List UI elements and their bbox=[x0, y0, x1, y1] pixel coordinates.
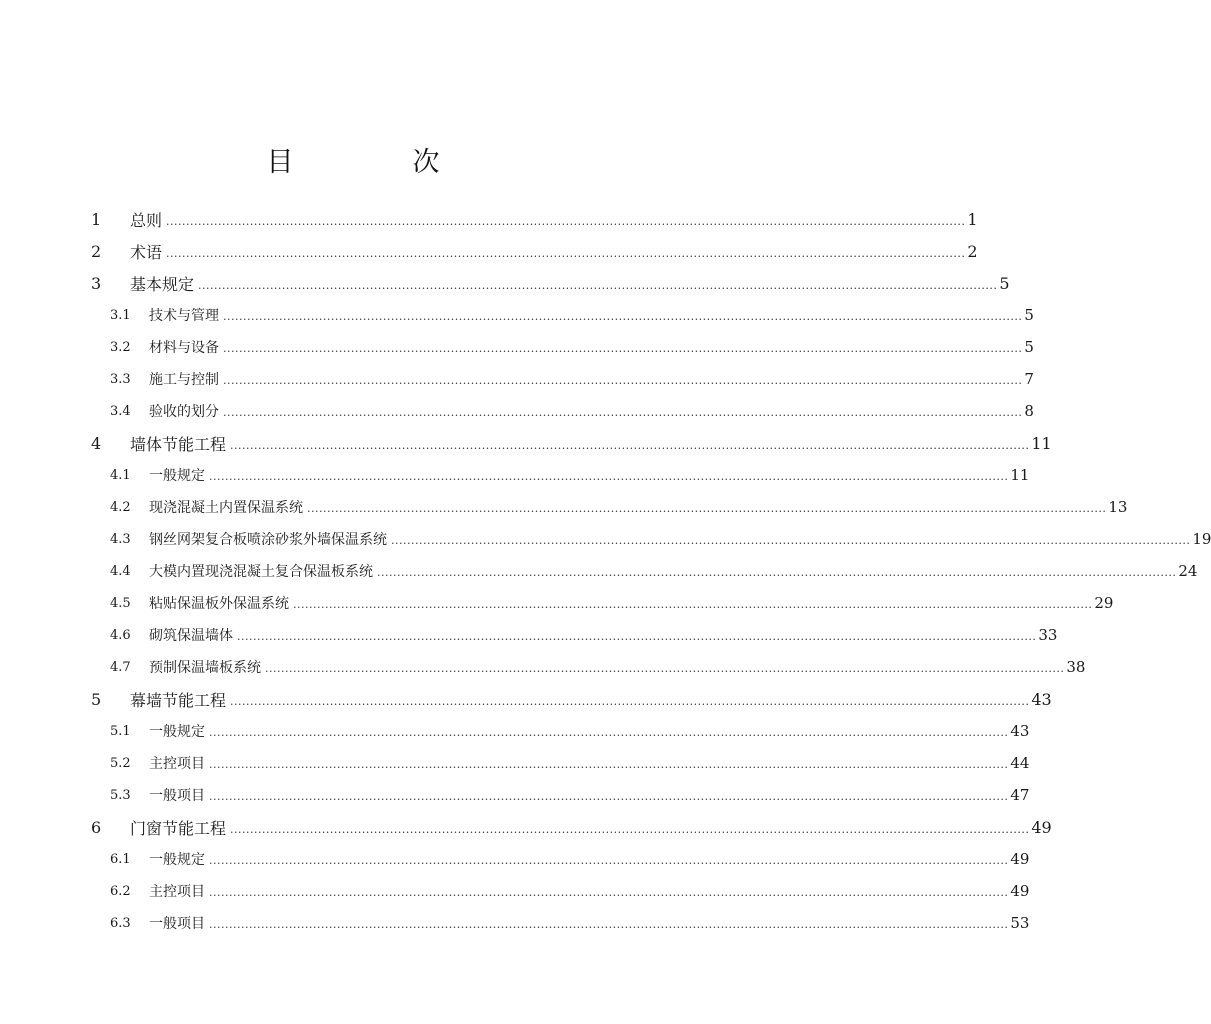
dot-leader: ........................................................................................................................................................................................................ bbox=[209, 918, 1009, 931]
toc-entry-page-number: 44 bbox=[1010, 754, 1030, 772]
dot-leader: ........................................................................................................................................................................................................ bbox=[209, 470, 1009, 483]
toc-entry-leader bbox=[209, 882, 1030, 900]
toc-entry[interactable] bbox=[0, 299, 1034, 331]
toc-entry[interactable] bbox=[0, 715, 1030, 747]
dot-leader: ........................................................................................................................................................................................................ bbox=[223, 342, 1023, 355]
dot-leader: ........................................................................................................................................................................................................ bbox=[209, 758, 1009, 771]
toc-entry-leader bbox=[198, 273, 1010, 293]
toc-entry-number: 5.2 bbox=[110, 755, 131, 771]
toc-entry-page-number: 49 bbox=[1031, 817, 1052, 837]
dot-leader: ........................................................................................................................................................................................................ bbox=[166, 246, 966, 260]
toc-entry-leader bbox=[230, 817, 1052, 837]
toc-entry[interactable] bbox=[0, 875, 1030, 907]
toc-entry-page-number: 43 bbox=[1031, 689, 1052, 709]
toc-entry[interactable] bbox=[0, 747, 1030, 779]
toc-entry[interactable] bbox=[0, 363, 1034, 395]
toc-entry-title: 钢丝网架复合板喷涂砂浆外墙保温系统 bbox=[149, 532, 387, 548]
toc-entry-number: 5.1 bbox=[110, 723, 131, 739]
toc-entry-leader bbox=[307, 498, 1128, 516]
toc-entry-number: 4.5 bbox=[110, 595, 131, 611]
toc-entry-title: 预制保温墙板系统 bbox=[149, 660, 261, 676]
toc-entry[interactable] bbox=[0, 587, 1114, 619]
toc-entry-number: 2 bbox=[91, 241, 102, 261]
dot-leader: ........................................................................................................................................................................................................ bbox=[223, 374, 1023, 387]
toc-entry-number: 3.4 bbox=[110, 403, 131, 419]
toc-entry-title: 一般规定 bbox=[149, 724, 205, 740]
toc-entry-leader bbox=[209, 850, 1030, 868]
toc-entry[interactable] bbox=[0, 811, 1052, 843]
toc-entry-page-number: 8 bbox=[1024, 402, 1034, 420]
toc-entry-number: 5 bbox=[91, 689, 102, 709]
dot-leader: ........................................................................................................................................................................................................ bbox=[230, 694, 1030, 708]
toc-entry-page-number: 47 bbox=[1010, 786, 1030, 804]
dot-leader: ........................................................................................................................................................................................................ bbox=[377, 566, 1177, 579]
toc-entry-number: 3.1 bbox=[110, 307, 131, 323]
dot-leader: ........................................................................................................................................................................................................ bbox=[209, 854, 1009, 867]
dot-leader: ........................................................................................................................................................................................................ bbox=[230, 438, 1030, 452]
toc-entry[interactable] bbox=[0, 491, 1128, 523]
toc-entry-title: 施工与控制 bbox=[149, 372, 219, 388]
dot-leader: ........................................................................................................................................................................................................ bbox=[265, 662, 1065, 675]
toc-entry-page-number: 29 bbox=[1094, 594, 1114, 612]
toc-entry-title: 技术与管理 bbox=[149, 308, 219, 324]
toc-entry[interactable] bbox=[0, 779, 1030, 811]
toc-entry-leader bbox=[166, 241, 978, 261]
toc-entry-leader bbox=[223, 306, 1034, 324]
toc-entry-page-number: 53 bbox=[1010, 914, 1030, 932]
dot-leader: ........................................................................................................................................................................................................ bbox=[237, 630, 1037, 643]
toc-entry[interactable] bbox=[0, 651, 1086, 683]
toc-entry-leader bbox=[166, 209, 978, 229]
toc-entry-page-number: 43 bbox=[1010, 722, 1030, 740]
toc-entry[interactable] bbox=[0, 683, 1052, 715]
toc-entry-number: 5.3 bbox=[110, 787, 131, 803]
toc-entry[interactable] bbox=[0, 395, 1034, 427]
toc-entry-title: 现浇混凝土内置保温系统 bbox=[149, 500, 303, 516]
toc-entry-number: 3 bbox=[91, 273, 102, 293]
toc-entry-page-number: 38 bbox=[1066, 658, 1086, 676]
dot-leader: ........................................................................................................................................................................................................ bbox=[293, 598, 1093, 611]
dot-leader: ........................................................................................................................................................................................................ bbox=[209, 726, 1009, 739]
toc-entry-leader bbox=[223, 338, 1034, 356]
toc-entry-leader bbox=[209, 466, 1030, 484]
toc-entry-number: 3.2 bbox=[110, 339, 131, 355]
toc-entry-title: 墙体节能工程 bbox=[130, 434, 227, 454]
toc-entry[interactable] bbox=[0, 267, 1010, 299]
toc-entry-page-number: 2 bbox=[967, 241, 978, 261]
toc-entry[interactable] bbox=[0, 555, 1198, 587]
toc-entry[interactable] bbox=[0, 523, 1211, 555]
toc-entry-number: 4.4 bbox=[110, 563, 131, 579]
toc-entry-number: 6.1 bbox=[110, 851, 131, 867]
toc-entry-page-number: 1 bbox=[967, 209, 978, 229]
toc-entry-number: 4.1 bbox=[110, 467, 131, 483]
toc-entry-title: 材料与设备 bbox=[149, 340, 219, 356]
toc-entry-page-number: 33 bbox=[1038, 626, 1058, 644]
toc-entry-number: 3.3 bbox=[110, 371, 131, 387]
dot-leader: ........................................................................................................................................................................................................ bbox=[223, 406, 1023, 419]
toc-entry-page-number: 19 bbox=[1192, 530, 1211, 548]
toc-entry-leader bbox=[209, 914, 1030, 932]
toc-entry-leader bbox=[391, 530, 1211, 548]
toc-entry-page-number: 24 bbox=[1178, 562, 1198, 580]
toc-entry-number: 4.2 bbox=[110, 499, 131, 515]
toc-entry-title: 总则 bbox=[130, 210, 163, 230]
toc-entry-title: 粘贴保温板外保温系统 bbox=[149, 596, 289, 612]
toc-entry-page-number: 49 bbox=[1010, 850, 1030, 868]
dot-leader: ........................................................................................................................................................................................................ bbox=[209, 886, 1009, 899]
toc-entry-leader bbox=[209, 754, 1030, 772]
toc-entry-number: 4 bbox=[91, 433, 102, 453]
toc-entry[interactable] bbox=[0, 907, 1030, 939]
dot-leader: ........................................................................................................................................................................................................ bbox=[307, 502, 1107, 515]
toc-entry-page-number: 5 bbox=[999, 273, 1010, 293]
toc-entry[interactable] bbox=[0, 459, 1030, 491]
toc-entry-leader bbox=[223, 370, 1034, 388]
toc-entry-page-number: 13 bbox=[1108, 498, 1128, 516]
dot-leader: ........................................................................................................................................................................................................ bbox=[209, 790, 1009, 803]
toc-entry[interactable] bbox=[0, 843, 1030, 875]
toc-entry-leader bbox=[293, 594, 1114, 612]
toc-entry-page-number: 11 bbox=[1010, 466, 1030, 484]
toc-entry-number: 4.6 bbox=[110, 627, 131, 643]
toc-entry-page-number: 49 bbox=[1010, 882, 1030, 900]
toc-entry-title: 术语 bbox=[130, 242, 163, 262]
toc-entry-leader bbox=[265, 658, 1086, 676]
toc-entry-title: 砌筑保温墙体 bbox=[149, 628, 233, 644]
toc-entry-number: 6.2 bbox=[110, 883, 131, 899]
dot-leader: ........................................................................................................................................................................................................ bbox=[230, 822, 1030, 836]
toc-entry-number: 4.7 bbox=[110, 659, 131, 675]
toc-entry-title: 一般规定 bbox=[149, 852, 205, 868]
dot-leader: ........................................................................................................................................................................................................ bbox=[166, 214, 966, 228]
toc-entry[interactable] bbox=[0, 619, 1058, 651]
dot-leader: ........................................................................................................................................................................................................ bbox=[391, 534, 1191, 547]
toc-entry-title: 一般项目 bbox=[149, 916, 205, 932]
toc-entry-title: 基本规定 bbox=[130, 274, 195, 294]
toc-entry-title: 幕墙节能工程 bbox=[130, 690, 227, 710]
toc-entry-number: 6.3 bbox=[110, 915, 131, 931]
toc-entry-number: 1 bbox=[91, 209, 102, 229]
dot-leader: ........................................................................................................................................................................................................ bbox=[198, 278, 998, 292]
toc-entry[interactable] bbox=[0, 235, 978, 267]
toc-entry-page-number: 5 bbox=[1024, 306, 1034, 324]
toc-entry-title: 门窗节能工程 bbox=[130, 818, 227, 838]
toc-entry-title: 主控项目 bbox=[149, 756, 205, 772]
toc-entry-page-number: 7 bbox=[1024, 370, 1034, 388]
toc-entry[interactable] bbox=[0, 203, 978, 235]
toc-entry-title: 大模内置现浇混凝土复合保温板系统 bbox=[149, 564, 373, 580]
toc-entry-number: 4.3 bbox=[110, 531, 131, 547]
toc-entry-title: 主控项目 bbox=[149, 884, 205, 900]
toc-entry[interactable] bbox=[0, 427, 1052, 459]
toc-entry-leader bbox=[237, 626, 1058, 644]
toc-entry-title: 一般项目 bbox=[149, 788, 205, 804]
dot-leader: ........................................................................................................................................................................................................ bbox=[223, 310, 1023, 323]
toc-entry-title: 一般规定 bbox=[149, 468, 205, 484]
toc-entry-leader bbox=[209, 786, 1030, 804]
toc-entry-page-number: 11 bbox=[1031, 433, 1052, 453]
toc-entry-leader bbox=[209, 722, 1030, 740]
toc-entry[interactable] bbox=[0, 331, 1034, 363]
toc-entry-page-number: 5 bbox=[1024, 338, 1034, 356]
toc-entry-leader bbox=[377, 562, 1198, 580]
toc-entry-leader bbox=[230, 433, 1052, 453]
page-title: 目 次 bbox=[266, 147, 486, 178]
toc-entry-title: 验收的划分 bbox=[149, 404, 219, 420]
toc-entry-number: 6 bbox=[91, 817, 102, 837]
toc-entry-leader bbox=[223, 402, 1034, 420]
toc-entry-leader bbox=[230, 689, 1052, 709]
